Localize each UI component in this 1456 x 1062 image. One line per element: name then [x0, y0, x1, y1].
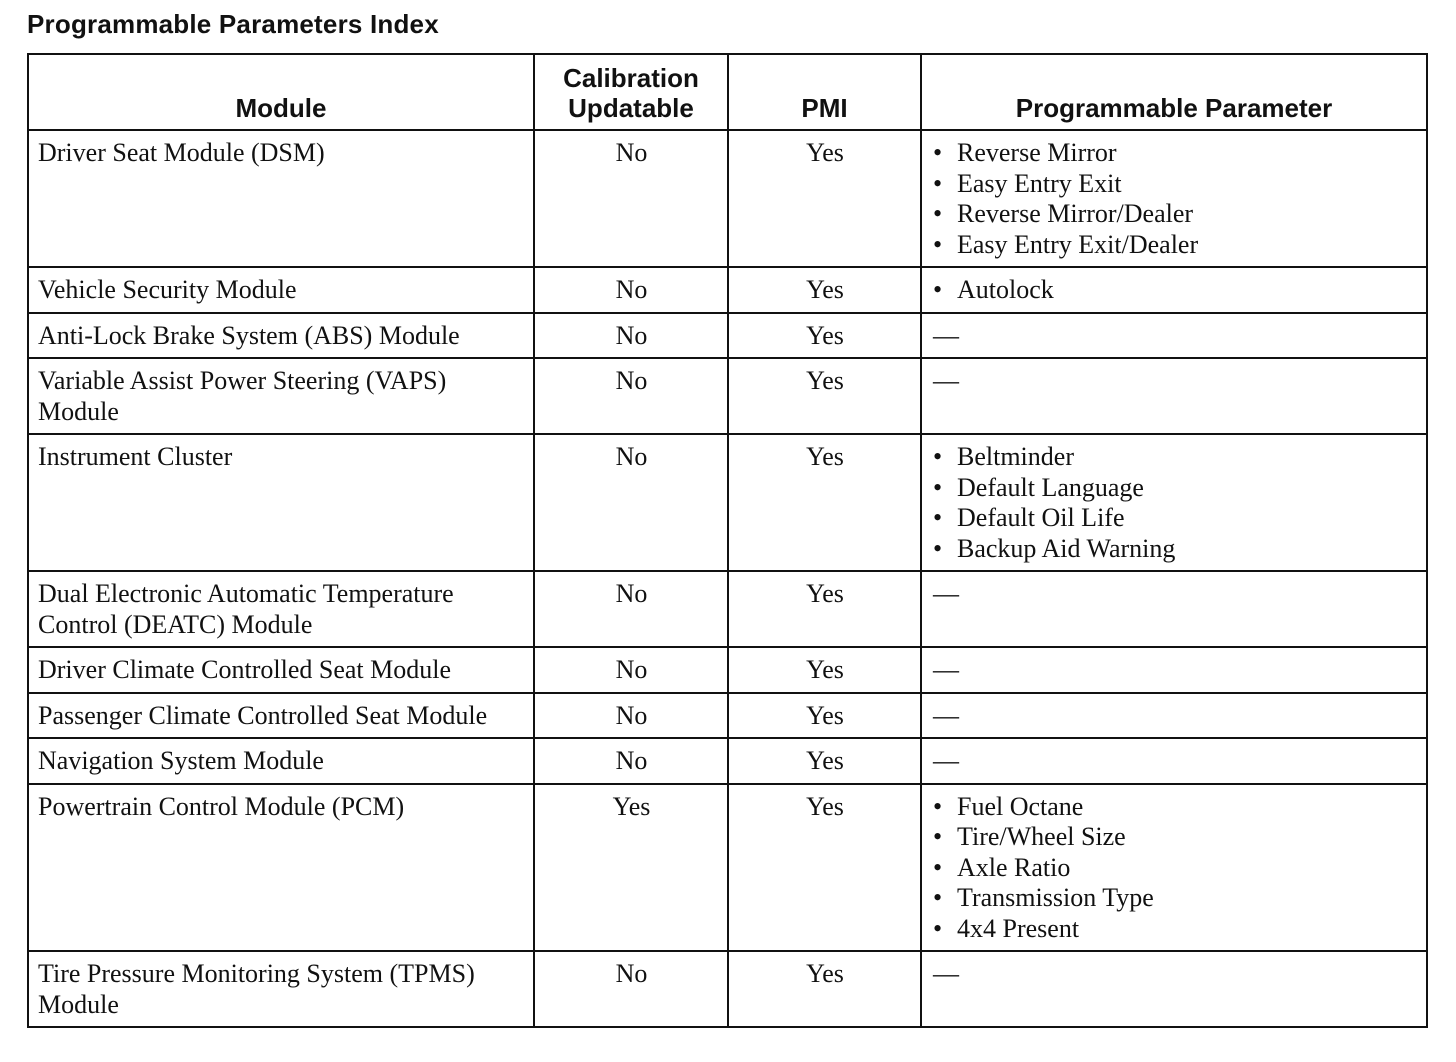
- table-row: [28, 358, 1427, 434]
- cell-module: Anti-Lock Brake System (ABS) Module: [28, 313, 534, 359]
- cell-module: Dual Electronic Automatic Temperature Control (DEATC) Module: [28, 571, 534, 647]
- cell-programmable-parameter: [921, 738, 1427, 784]
- table-header: [28, 54, 1427, 130]
- cell-calibration-updatable: No: [534, 313, 728, 359]
- cell-pmi: Yes: [728, 313, 921, 359]
- header-module: Module: [28, 54, 534, 130]
- no-parameter-dash: —: [933, 655, 959, 684]
- parameter-list: [931, 275, 1418, 306]
- no-parameter-dash: —: [933, 366, 959, 395]
- programmable-parameters-table: [27, 53, 1428, 1028]
- table-body: [28, 130, 1427, 1027]
- page-title: Programmable Parameters Index: [27, 9, 439, 39]
- cell-pmi: Yes: [728, 647, 921, 693]
- cell-programmable-parameter: [921, 951, 1427, 1027]
- cell-pmi: Yes: [728, 358, 921, 434]
- parameter-item: • Axle Ratio: [931, 853, 1418, 884]
- cell-pmi: Yes: [728, 571, 921, 647]
- cell-calibration-updatable: No: [534, 434, 728, 571]
- parameter-item: • Beltminder: [931, 442, 1418, 473]
- cell-calibration-updatable: No: [534, 571, 728, 647]
- cell-programmable-parameter: [921, 434, 1427, 571]
- no-parameter-dash: —: [933, 746, 959, 775]
- cell-programmable-parameter: [921, 313, 1427, 359]
- parameter-item: • Transmission Type: [931, 883, 1418, 914]
- parameter-item: • Default Language: [931, 473, 1418, 504]
- table-row: [28, 313, 1427, 359]
- cell-programmable-parameter: [921, 647, 1427, 693]
- parameter-item: • Autolock: [931, 275, 1418, 306]
- cell-module: Navigation System Module: [28, 738, 534, 784]
- cell-calibration-updatable: Yes: [534, 784, 728, 952]
- parameter-item: • Backup Aid Warning: [931, 534, 1418, 565]
- cell-calibration-updatable: No: [534, 738, 728, 784]
- cell-pmi: Yes: [728, 130, 921, 267]
- table-row: [28, 951, 1427, 1027]
- header-calibration-line2: Updatable: [568, 93, 694, 123]
- cell-calibration-updatable: No: [534, 951, 728, 1027]
- parameter-item: • Reverse Mirror: [931, 138, 1418, 169]
- cell-programmable-parameter: [921, 693, 1427, 739]
- cell-module: Variable Assist Power Steering (VAPS) Module: [28, 358, 534, 434]
- cell-pmi: Yes: [728, 784, 921, 952]
- no-parameter-dash: —: [933, 959, 959, 988]
- no-parameter-dash: —: [933, 700, 959, 730]
- table-row: [28, 738, 1427, 784]
- table-row: [28, 434, 1427, 571]
- cell-calibration-updatable: No: [534, 358, 728, 434]
- table-row: [28, 784, 1427, 952]
- header-programmable-parameter: Programmable Parameter: [921, 54, 1427, 130]
- header-calibration-line1: Calibration: [563, 63, 699, 93]
- cell-pmi: Yes: [728, 267, 921, 313]
- cell-module: Vehicle Security Module: [28, 267, 534, 313]
- cell-module: Instrument Cluster: [28, 434, 534, 571]
- cell-pmi: Yes: [728, 434, 921, 571]
- parameter-list: [931, 138, 1418, 260]
- cell-module: Driver Seat Module (DSM): [28, 130, 534, 267]
- cell-pmi: Yes: [728, 693, 921, 739]
- parameter-item: • Reverse Mirror/Dealer: [931, 199, 1418, 230]
- parameter-item: • Fuel Octane: [931, 792, 1418, 823]
- cell-programmable-parameter: [921, 358, 1427, 434]
- parameter-list: [931, 442, 1418, 564]
- cell-calibration-updatable: No: [534, 267, 728, 313]
- table-row: [28, 130, 1427, 267]
- parameter-item: • Easy Entry Exit: [931, 169, 1418, 200]
- cell-pmi: Yes: [728, 951, 921, 1027]
- cell-module: Tire Pressure Monitoring System (TPMS) Module: [28, 951, 534, 1027]
- cell-pmi: Yes: [728, 738, 921, 784]
- header-row: [28, 54, 1427, 130]
- cell-calibration-updatable: No: [534, 130, 728, 267]
- cell-programmable-parameter: [921, 784, 1427, 952]
- table-row: [28, 571, 1427, 647]
- parameter-item: • Default Oil Life: [931, 503, 1418, 534]
- cell-calibration-updatable: No: [534, 693, 728, 739]
- cell-programmable-parameter: [921, 130, 1427, 267]
- cell-programmable-parameter: [921, 267, 1427, 313]
- parameter-item: • Easy Entry Exit/Dealer: [931, 230, 1418, 261]
- header-calibration-updatable: [534, 54, 728, 130]
- parameter-item: • 4x4 Present: [931, 914, 1418, 945]
- cell-calibration-updatable: No: [534, 647, 728, 693]
- table-row: [28, 267, 1427, 313]
- table-row: [28, 693, 1427, 739]
- table-row: [28, 647, 1427, 693]
- parameter-item: • Tire/Wheel Size: [931, 822, 1418, 853]
- cell-programmable-parameter: [921, 571, 1427, 647]
- cell-module: Powertrain Control Module (PCM): [28, 784, 534, 952]
- cell-module: Driver Climate Controlled Seat Module: [28, 647, 534, 693]
- no-parameter-dash: —: [933, 320, 959, 350]
- no-parameter-dash: —: [933, 579, 959, 608]
- header-pmi: PMI: [728, 54, 921, 130]
- cell-module: Passenger Climate Controlled Seat Module: [28, 693, 534, 739]
- parameter-list: [931, 792, 1418, 945]
